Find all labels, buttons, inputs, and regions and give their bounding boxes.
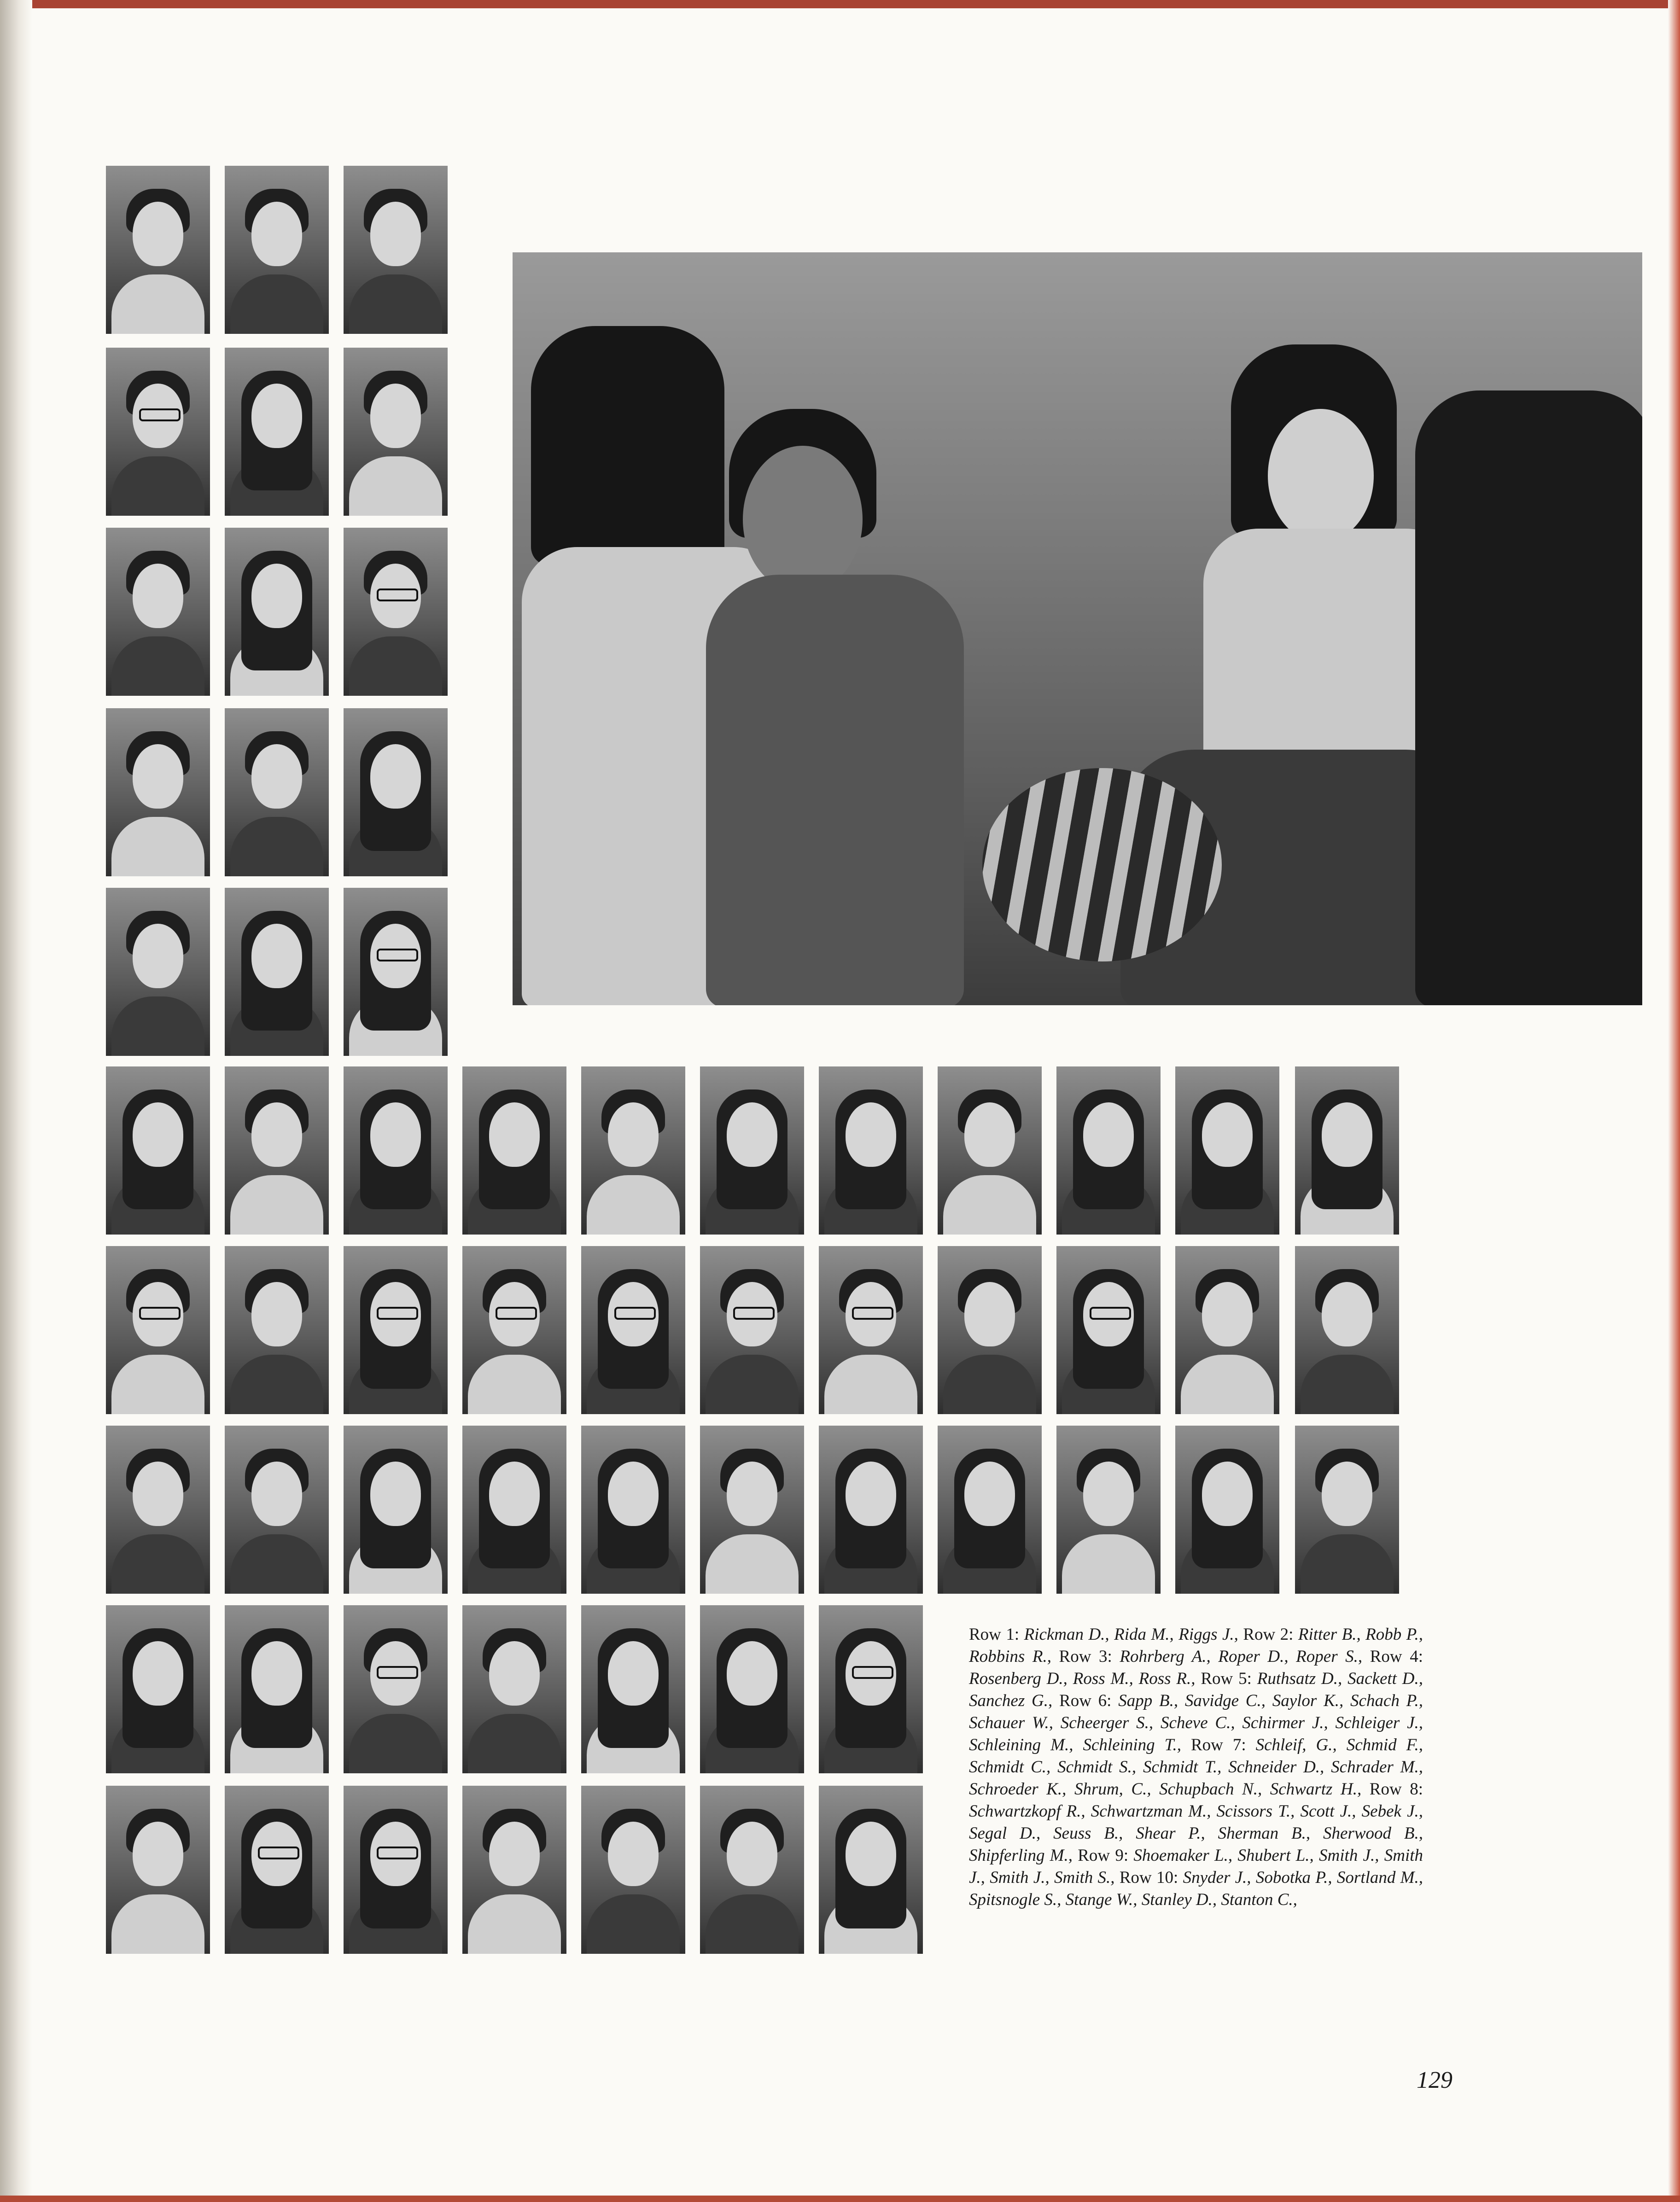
portrait-shoulders [706, 1894, 799, 1954]
caption-row-names: Snyder J., Sobotka P., Sortland M., Spitsnogle S., Stange W., Stanley D., Stanton C., [969, 1868, 1423, 1909]
student-portrait [106, 888, 210, 1056]
portrait-shoulders [111, 817, 204, 876]
portrait-face [251, 744, 302, 809]
student-portrait [938, 1066, 1042, 1235]
portrait-shoulders [1301, 1534, 1394, 1594]
portrait-shoulders [230, 817, 323, 876]
student-portrait [938, 1246, 1042, 1414]
student-portrait [344, 888, 448, 1056]
portrait-shoulders [1062, 1534, 1155, 1594]
portrait-glasses [377, 1666, 418, 1679]
portrait-face [133, 202, 183, 266]
portrait-face [846, 1462, 896, 1526]
portrait-face [727, 1102, 777, 1167]
portrait-face [370, 1462, 421, 1526]
portrait-glasses [852, 1307, 893, 1320]
page-edge-bottom [0, 2196, 1680, 2202]
caption-row-label: Row 2: [1243, 1625, 1298, 1644]
portrait-face [846, 1822, 896, 1886]
portrait-face [727, 1822, 777, 1886]
student-portrait [225, 888, 329, 1056]
portrait-face [133, 744, 183, 809]
portrait-face [251, 202, 302, 266]
student-portrait [462, 1066, 566, 1235]
caption-row-label: Row 9: [1078, 1846, 1134, 1865]
student-portrait [106, 166, 210, 334]
portrait-face [1322, 1102, 1372, 1167]
portrait-face [133, 1102, 183, 1167]
student-portrait [819, 1066, 923, 1235]
portrait-face [846, 1102, 896, 1167]
portrait-glasses [139, 1307, 181, 1320]
student-portrait [1056, 1066, 1161, 1235]
student-portrait [344, 1246, 448, 1414]
caption-row-label: Row 10: [1119, 1868, 1183, 1887]
caption-row-label: Row 3: [1059, 1647, 1120, 1666]
portrait-shoulders [111, 456, 204, 516]
portrait-face [608, 1822, 659, 1886]
portrait-face [1202, 1102, 1253, 1167]
portrait-shoulders [349, 636, 442, 696]
portrait-glasses [496, 1307, 537, 1320]
student-portrait [344, 528, 448, 696]
student-portrait [225, 1786, 329, 1954]
portrait-face [251, 564, 302, 628]
portrait-caption [969, 1624, 1423, 1911]
portrait-face [489, 1102, 540, 1167]
student-portrait [819, 1605, 923, 1773]
portrait-face [608, 1462, 659, 1526]
portrait-face [608, 1102, 659, 1167]
caption-row-label: Row 6: [1059, 1691, 1119, 1710]
caption-row-label: Row 5: [1201, 1669, 1257, 1688]
portrait-shoulders [943, 1355, 1036, 1414]
caption-row-label: Row 1: [969, 1625, 1024, 1644]
portrait-face [1083, 1462, 1134, 1526]
student-portrait [1175, 1426, 1279, 1594]
portrait-shoulders [468, 1714, 561, 1773]
student-portrait [106, 708, 210, 876]
portrait-glasses [614, 1307, 656, 1320]
student-portrait [581, 1426, 685, 1594]
page-edge-top [0, 0, 1680, 8]
portrait-shoulders [349, 1714, 442, 1773]
student-portrait [344, 708, 448, 876]
portrait-face [489, 1641, 540, 1706]
portrait-face [251, 1282, 302, 1346]
portrait-shoulders [111, 1534, 204, 1594]
student-portrait [700, 1786, 804, 1954]
portrait-glasses [733, 1307, 775, 1320]
portrait-shoulders [587, 1894, 680, 1954]
photo-person-hair [531, 326, 724, 565]
student-portrait [700, 1605, 804, 1773]
student-portrait [462, 1426, 566, 1594]
photo-person-face [1268, 409, 1374, 542]
student-portrait [1175, 1246, 1279, 1414]
portrait-shoulders [706, 1534, 799, 1594]
portrait-face [251, 1102, 302, 1167]
portrait-glasses [377, 1847, 418, 1859]
page-number: 129 [1417, 2067, 1452, 2093]
portrait-face [964, 1102, 1015, 1167]
portrait-face [727, 1462, 777, 1526]
portrait-face [133, 924, 183, 988]
student-portrait [225, 708, 329, 876]
portrait-shoulders [1181, 1355, 1274, 1414]
student-portrait [106, 1426, 210, 1594]
student-portrait [225, 166, 329, 334]
caption-row-names: Ruthsatz D., Sackett D., Sanchez G., [969, 1669, 1423, 1710]
portrait-face [133, 1462, 183, 1526]
portrait-shoulders [824, 1355, 917, 1414]
student-portrait [819, 1246, 923, 1414]
portrait-shoulders [111, 1894, 204, 1954]
page-binding-shadow [0, 0, 32, 2202]
caption-row-names: Schleif, G., Schmid F., Schmidt C., Schmidt S., Schmidt T., Schneider D., Schrader M., Schroeder K., Shrum, C., Schupbach N., Schwartz H., [969, 1736, 1423, 1799]
portrait-face [489, 1462, 540, 1526]
student-portrait [1295, 1426, 1399, 1594]
student-portrait [581, 1246, 685, 1414]
student-portrait [106, 348, 210, 516]
portrait-shoulders [468, 1355, 561, 1414]
student-portrait [581, 1605, 685, 1773]
student-portrait [225, 1246, 329, 1414]
portrait-shoulders [943, 1175, 1036, 1235]
student-portrait [344, 1426, 448, 1594]
portrait-glasses [377, 1307, 418, 1320]
student-portrait [344, 348, 448, 516]
photo-person-body [706, 575, 964, 1005]
portrait-face [251, 1641, 302, 1706]
photo-person-face [743, 446, 863, 593]
caption-row-names: Rohrberg A., Roper D., Roper S., [1120, 1647, 1370, 1666]
portrait-face [370, 1102, 421, 1167]
portrait-face [489, 1822, 540, 1886]
portrait-face [370, 384, 421, 448]
portrait-shoulders [468, 1894, 561, 1954]
photo-person-back [1415, 390, 1642, 1005]
student-portrait [106, 1066, 210, 1235]
caption-row-names: Shoemaker L., Shubert L., Smith J., Smith J., Smith J., Smith S., [969, 1846, 1423, 1887]
portrait-shoulders [230, 274, 323, 334]
student-portrait [106, 1246, 210, 1414]
caption-row-label: Row 8: [1369, 1780, 1423, 1799]
student-portrait [700, 1426, 804, 1594]
student-portrait [819, 1426, 923, 1594]
portrait-shoulders [230, 1175, 323, 1235]
student-portrait [344, 1066, 448, 1235]
student-portrait [106, 1786, 210, 1954]
portrait-shoulders [111, 274, 204, 334]
portrait-glasses [377, 588, 418, 601]
portrait-face [1202, 1462, 1253, 1526]
portrait-face [1322, 1282, 1372, 1346]
student-portrait [581, 1786, 685, 1954]
caption-row-label: Row 4: [1370, 1647, 1423, 1666]
portrait-face [133, 1641, 183, 1706]
portrait-shoulders [111, 636, 204, 696]
portrait-shoulders [587, 1175, 680, 1235]
caption-row-names: Sapp B., Savidge C., Saylor K., Schach P., Schauer W., Scheerger S., Scheve C., Schirmer J., Schleiger J., Schleining M., Schleining T., [969, 1691, 1423, 1754]
portrait-shoulders [230, 1534, 323, 1594]
student-portrait [225, 1605, 329, 1773]
student-portrait [819, 1786, 923, 1954]
group-photo [513, 252, 1642, 1005]
student-portrait [344, 1605, 448, 1773]
student-portrait [700, 1246, 804, 1414]
portrait-face [251, 1462, 302, 1526]
student-portrait [700, 1066, 804, 1235]
portrait-shoulders [230, 1355, 323, 1414]
portrait-face [133, 564, 183, 628]
student-portrait [462, 1246, 566, 1414]
student-portrait [1295, 1246, 1399, 1414]
portrait-shoulders [1301, 1355, 1394, 1414]
student-portrait [1056, 1426, 1161, 1594]
student-portrait [225, 1426, 329, 1594]
student-portrait [581, 1066, 685, 1235]
caption-row-label: Row 7: [1190, 1736, 1256, 1754]
portrait-shoulders [349, 456, 442, 516]
portrait-face [727, 1641, 777, 1706]
portrait-glasses [377, 949, 418, 961]
student-portrait [106, 528, 210, 696]
portrait-face [1083, 1102, 1134, 1167]
portrait-face [133, 1822, 183, 1886]
portrait-face [964, 1462, 1015, 1526]
student-portrait [225, 1066, 329, 1235]
portrait-glasses [852, 1666, 893, 1679]
portrait-glasses [139, 408, 181, 421]
student-portrait [462, 1786, 566, 1954]
portrait-shoulders [111, 996, 204, 1056]
student-portrait [462, 1605, 566, 1773]
portrait-face [964, 1282, 1015, 1346]
caption-row-names: Schwartzkopf R., Schwartzman M., Scissors T., Scott J., Sebek J., Segal D., Seuss B., Shear P., Sherman B., Sherwood B., Shipferling M., [969, 1802, 1423, 1865]
caption-row-names: Rosenberg D., Ross M., Ross R., [969, 1669, 1201, 1688]
portrait-glasses [258, 1847, 299, 1859]
portrait-face [370, 202, 421, 266]
student-portrait [938, 1426, 1042, 1594]
photo-pumpkin [982, 768, 1222, 961]
caption-row-names: Rickman D., Rida M., Riggs J., [1024, 1625, 1243, 1644]
page-edge-right [1668, 0, 1680, 2202]
student-portrait [225, 528, 329, 696]
portrait-face [251, 384, 302, 448]
portrait-shoulders [111, 1355, 204, 1414]
student-portrait [106, 1605, 210, 1773]
student-portrait [1175, 1066, 1279, 1235]
portrait-face [608, 1641, 659, 1706]
portrait-glasses [1090, 1307, 1131, 1320]
student-portrait [344, 1786, 448, 1954]
student-portrait [225, 348, 329, 516]
portrait-face [370, 744, 421, 809]
portrait-face [1322, 1462, 1372, 1526]
student-portrait [1295, 1066, 1399, 1235]
student-portrait [344, 166, 448, 334]
portrait-shoulders [706, 1355, 799, 1414]
portrait-shoulders [349, 274, 442, 334]
caption-row-names: Ritter B., Robb P., Robbins R., [969, 1625, 1423, 1666]
portrait-face [1202, 1282, 1253, 1346]
student-portrait [1056, 1246, 1161, 1414]
portrait-face [251, 924, 302, 988]
